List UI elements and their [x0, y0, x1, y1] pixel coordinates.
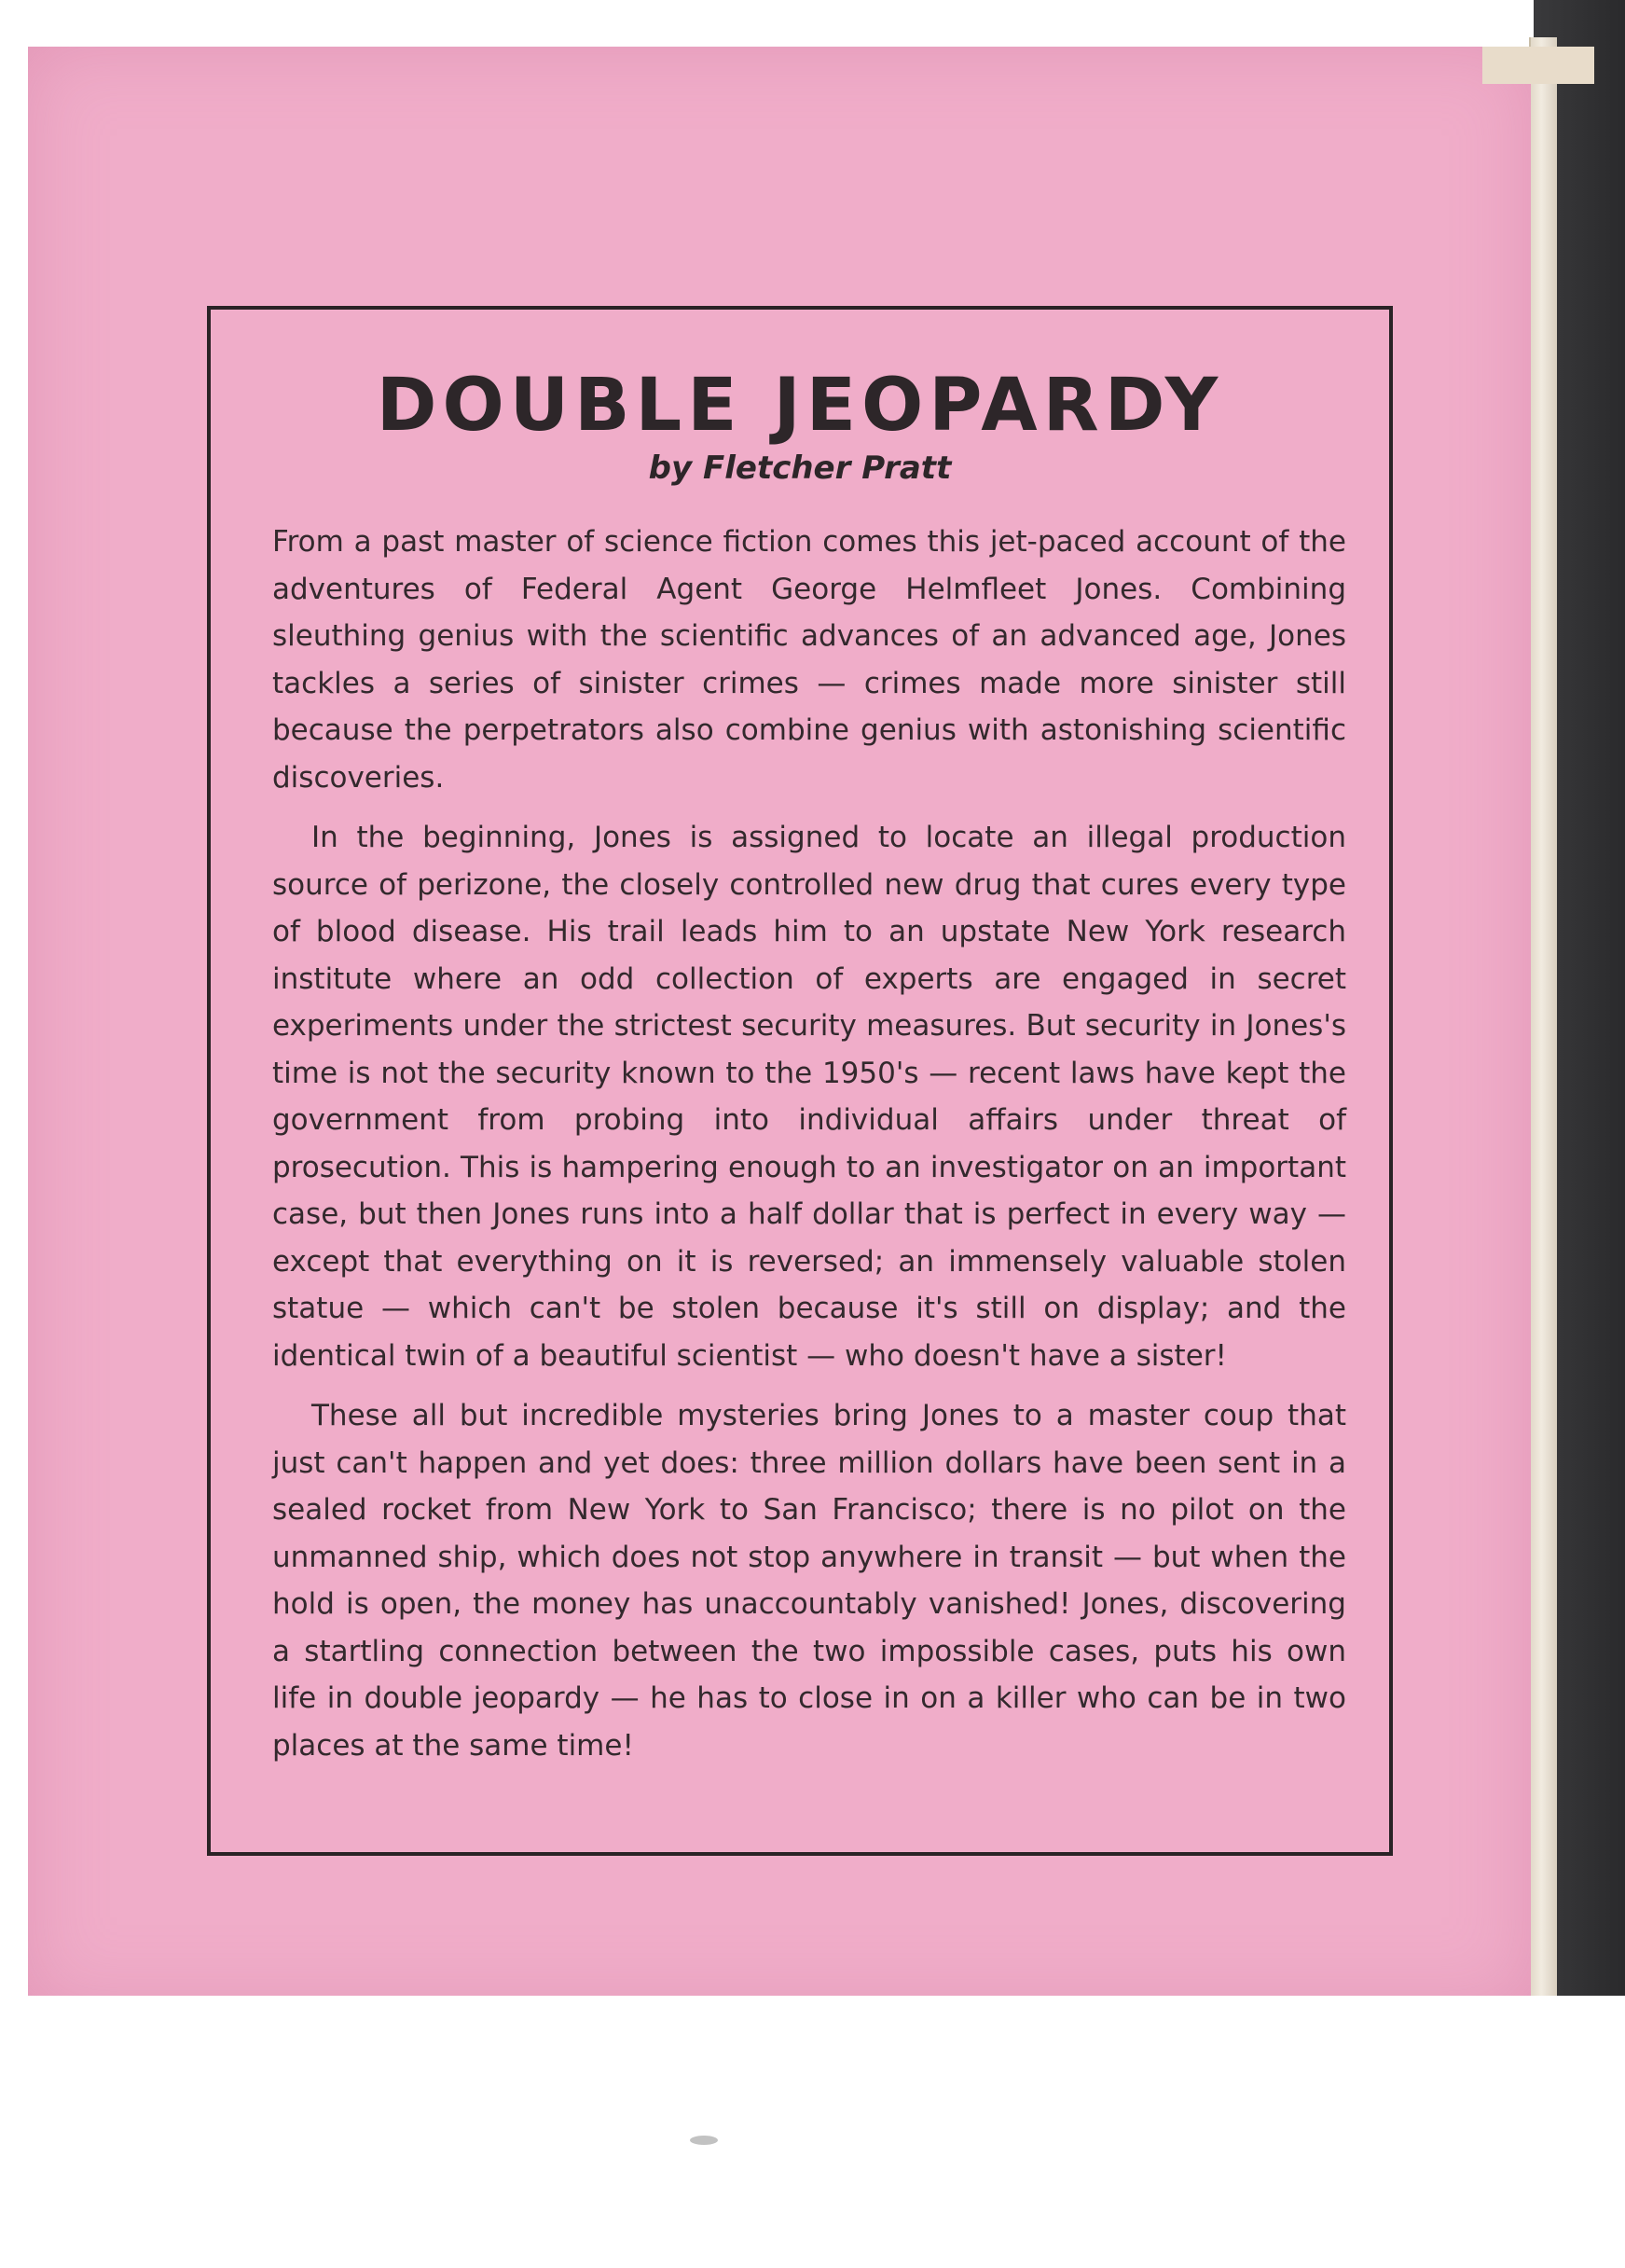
- blurb-text: [272, 519, 1346, 1782]
- scan-smudge: [690, 2136, 718, 2145]
- blurb-paragraph-2: In the beginning, Jones is assigned to locate an illegal production source of perizone, the closely controlled new drug that cures every type of blood disease. His trail leads him to an upstate New York research institute where an odd collection of experts are engaged in secret experiments under the strictest security measures. But security in Jones's time is not the security known to the 1950's — recent laws have kept the government from probing into individual affairs under threat of prosecution. This is hampering enough to an investigator on an important case, but then Jones runs into a half dollar that is perfect in every way — except that everything on it is reversed; an immensely valuable stolen statue — which can't be stolen because it's still on display; and the identical twin of a beautiful scientist — who doesn't have a sister!: [272, 821, 1346, 1373]
- book-title: DOUBLE JEOPARDY: [376, 364, 1224, 448]
- dust-jacket-back: [28, 47, 1531, 2007]
- book-spine-edge: [1529, 37, 1557, 1996]
- blurb-frame: [207, 306, 1393, 1856]
- white-background-bottom: [0, 1996, 1625, 2268]
- blurb-paragraph-1: From a past master of science fiction comes this jet-paced account of the adventures of Federal Agent George Helmfleet Jones. Combining sleuthing genius with the scientific advances of an advanced age, Jones tackles a series of sinister crimes — crimes made more sinister still because the perpetrators also combine genius with astonishing scientific discoveries.: [272, 525, 1346, 795]
- jacket-torn-corner: [1482, 47, 1594, 84]
- author-byline: by Fletcher Pratt: [648, 449, 952, 487]
- blurb-paragraph-3: These all but incredible mysteries bring Jones to a master coup that just can't happen and yet does: three million dollars have been sent in a sealed rocket from New York to San Francisco; there is no pilot on the unmanned ship, which does not stop anywhere in transit — but when the hold is open, the money has unaccountably vanished! Jones, discovering a startling connection between the two impossible cases, puts his own life in double jeopardy — he has to close in on a killer who can be in two places at the same time!: [272, 1399, 1346, 1763]
